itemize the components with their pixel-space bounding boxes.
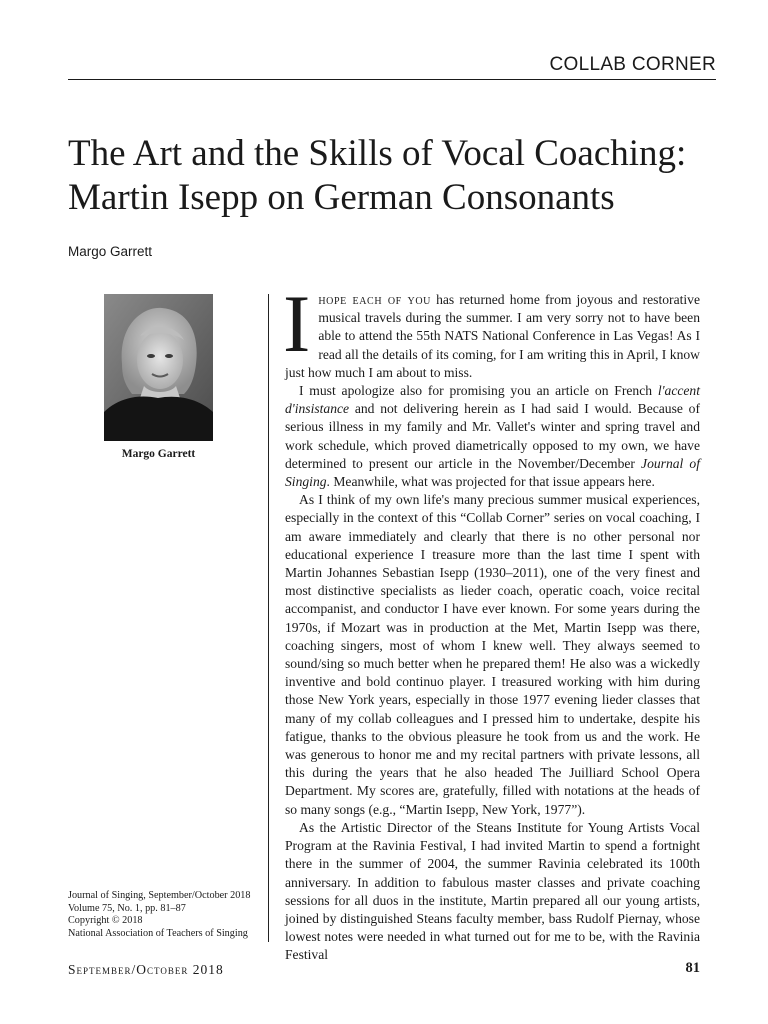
paragraph-2-journal-title: Journal of Singing bbox=[285, 455, 701, 490]
article-title-line-2: Martin Isepp on German Consonants bbox=[68, 177, 615, 218]
paragraph-1-text: has returned home from joyous and restorative musical travels during the summer. I am very sorry not to have been able to attend the 55th NATS National Conference in Las Vegas! As I read all the details of its coming, for I am writing this in April, I know just how much I am about to miss. bbox=[285, 292, 700, 380]
citation-line-2: Volume 75, No. 1, pp. 81–87 bbox=[68, 902, 186, 914]
photo-caption: Margo Garrett bbox=[121, 448, 196, 460]
author-photo bbox=[104, 294, 213, 441]
page-number: 81 bbox=[685, 960, 700, 976]
paragraph-2-text-a: I must apologize also for promising you an article on French bbox=[299, 383, 658, 399]
article-title bbox=[68, 132, 728, 220]
header-rule bbox=[68, 79, 716, 80]
citation-line-3: Copyright © 2018 bbox=[68, 915, 143, 927]
paragraph-2-text-b: and not delivering herein as I had said I would. Because of serious illness in my family and Mr. Vallet's winter and spring travel and work schedule, which proved diametrically opposed to my own, we have determined to present our article in the November/December bbox=[285, 401, 700, 471]
opening-small-caps: hope each of you bbox=[318, 292, 431, 307]
paragraph-4: As the Artistic Director of the Steans Institute for Young Artists Vocal Program at the Ravinia Festival, I had invited Martin to spend a fortnight there in the summer of 2004, the summer Ravinia celebrated its 100th anniversary. In addition to fabulous master classes and private coaching sessions for all duos in the institute, Martin prepared all our young artists, joined by distinguished Steans faculty member, bass Rudolf Piernay, whose lowest notes were needed in what turned out for me to be, with the Ravinia Festival bbox=[285, 819, 700, 963]
section-label: COLLAB CORNER bbox=[549, 54, 716, 75]
paragraph-2-text-c: . Meanwhile, what was projected for that issue appears here. bbox=[326, 474, 655, 490]
drop-cap: I bbox=[283, 278, 311, 369]
article-title-line-1: The Art and the Skills of Vocal Coaching: bbox=[68, 133, 687, 174]
author-byline: Margo Garrett bbox=[68, 244, 153, 259]
paragraph-3: As I think of my own life's many precious summer musical experiences, especially in the context of this “Collab Corner” series on vocal coaching, I am aware immediately and clearly that there is no other personal nor educational experience I treasure more than the last time I spent with Martin Johannes Sebastian Isepp (1930–2011), one of the very finest and most distinctive specialists as lieder coach, operatic coach, voice recital accompanist, and conductor I have ever known. For some years during the 1970s, if Mozart was in production at the Met, Martin Isepp was there, coaching singers, most of whom I knew well. They always seemed to sound/sing so much better when he prepared them! He also was a wickedly inventive and bold continuo player. I treasured working with him during those New York years, especially in those 1977 evening lieder classes that many of my collab colleagues and I pressed him to undertake, despite his fatigue, thanks to the obvious pleasure he took from us and the work. He was generous to honor me and my recital partners with private lessons, all this during the years that he also headed The Juilliard School Opera Department. My scores are, gratefully, filled with notations at the heads of so many songs (e.g., “Martin Isepp, New York, 1977”). bbox=[285, 492, 700, 817]
citation-line-4: National Association of Teachers of Singing bbox=[68, 927, 248, 939]
journal-citation bbox=[68, 890, 263, 940]
paragraph-1 bbox=[283, 278, 700, 382]
paragraph-2 bbox=[285, 382, 700, 491]
citation-line-1: Journal of Singing, September/October 2018 bbox=[68, 890, 251, 901]
footer-issue-date: September/October 2018 bbox=[68, 962, 224, 977]
article-body bbox=[283, 278, 701, 965]
author-portrait-image bbox=[104, 294, 213, 441]
paragraph-2-italic-term: l'accent d'insistance bbox=[285, 383, 700, 417]
column-rule bbox=[268, 294, 269, 942]
